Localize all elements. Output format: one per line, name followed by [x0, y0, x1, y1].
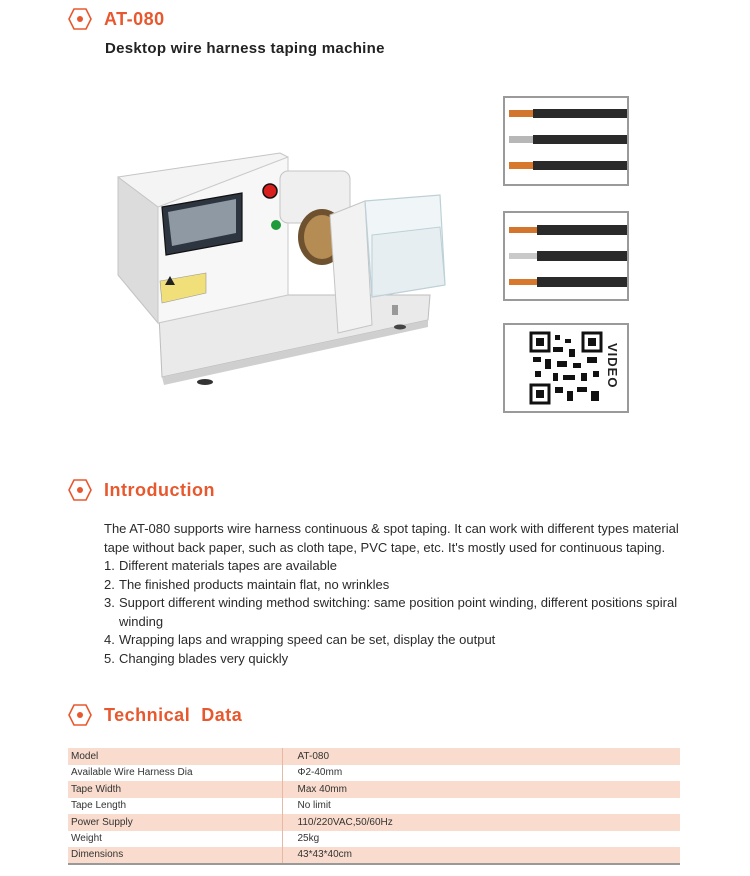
technical-section-header [68, 704, 242, 726]
hexagon-bullet-icon [68, 479, 92, 501]
introduction-title: Introduction [104, 479, 215, 500]
introduction-body [104, 520, 694, 668]
video-label[interactable]: VIDEO [605, 343, 620, 389]
table-row: Available Wire Harness Dia Φ2-40mm [68, 765, 680, 782]
hexagon-bullet-icon [68, 8, 92, 30]
video-qr-thumb[interactable] [503, 323, 629, 413]
table-row: Weight 25kg [68, 831, 680, 848]
table-row: Tape Length No limit [68, 798, 680, 815]
table-row: Dimensions 43*43*40cm [68, 847, 680, 864]
model-title: AT-080 [104, 8, 165, 29]
table-row: Tape Width Max 40mm [68, 781, 680, 798]
feature-item: 1. Different materials tapes are available [104, 558, 337, 573]
introduction-section-header [68, 479, 215, 501]
technical-data-table [68, 748, 680, 865]
feature-item: 5. Changing blades very quickly [104, 650, 289, 666]
model-section-header [68, 8, 165, 30]
table-row: Model AT-080 [68, 748, 680, 765]
taped-wire-sample-thumb-1 [503, 96, 629, 186]
table-row: Power Supply 110/220VAC,50/60Hz [68, 814, 680, 831]
product-subtitle: Desktop wire harness taping machine [105, 40, 385, 57]
taped-wire-sample-thumb-2 [503, 211, 629, 301]
taped-wires-icon [505, 213, 627, 299]
technical-title: Technical Data [104, 704, 243, 725]
feature-list [104, 557, 694, 668]
introduction-paragraph: The AT-080 supports wire harness continuous & spot taping. It can work with different types material tape without back paper, such as cloth tape, PVC tape, etc. It's mostly used for continuous taping. [104, 521, 679, 555]
feature-item: 2. The finished products maintain flat, no wrinkles [104, 576, 390, 592]
machine-photo [110, 145, 455, 390]
hexagon-bullet-icon [68, 704, 92, 726]
feature-item: 3. Support different winding method switching: same position point winding, different positions spiral winding [104, 595, 678, 629]
feature-item: 4. Wrapping laps and wrapping speed can be set, display the output [104, 632, 496, 647]
taped-wires-icon [505, 98, 627, 184]
